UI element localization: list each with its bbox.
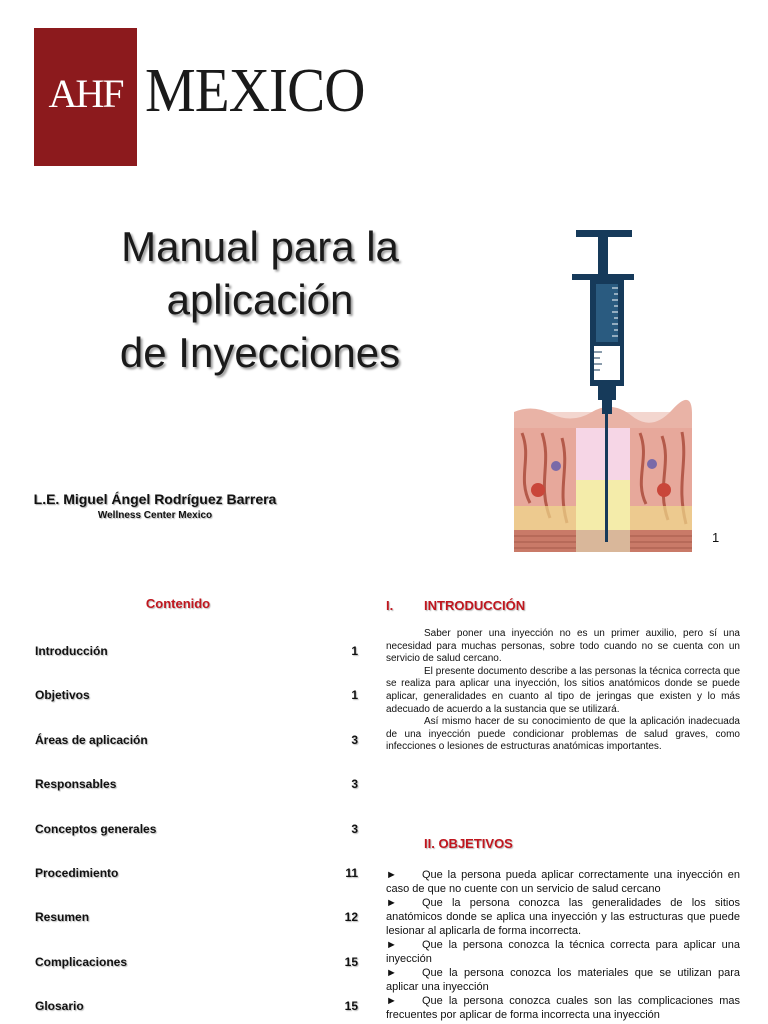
title-line: aplicación bbox=[166, 276, 354, 323]
list-item: ► Que la persona conozca cuales son las complicaciones mas frecuentes por aplicar de forma incorrecta una inyección bbox=[386, 995, 740, 1021]
list-item: ► Que la persona conozca los materiales que se utilizan para aplicar una inyección bbox=[386, 967, 740, 993]
introduction-body bbox=[386, 628, 740, 754]
toc-item-page: 3 bbox=[351, 822, 358, 836]
ahf-logo-mark bbox=[34, 28, 137, 166]
toc-item-label: Introducción bbox=[35, 644, 108, 658]
bullet-arrow-icon: ► bbox=[386, 869, 397, 881]
toc-item-glosario[interactable] bbox=[35, 999, 358, 1017]
section-title-objetivos: II. OBJETIVOS bbox=[424, 836, 513, 851]
toc-item-label: Glosario bbox=[35, 999, 84, 1013]
toc-item-label: Resumen bbox=[35, 910, 90, 924]
toc-heading: Contenido bbox=[145, 596, 211, 611]
logo-wordmark: MEXICO bbox=[145, 57, 365, 125]
toc-item-label: Conceptos generales bbox=[35, 822, 157, 836]
toc-item-objetivos[interactable] bbox=[35, 688, 358, 706]
toc-item-page: 12 bbox=[344, 910, 358, 924]
toc-item-label: Complicaciones bbox=[35, 955, 128, 969]
toc-item-procedimiento[interactable] bbox=[35, 866, 358, 884]
toc-item-page: 1 bbox=[351, 644, 358, 658]
toc-item-areas[interactable] bbox=[35, 733, 358, 751]
toc-item-label: Áreas de aplicación bbox=[35, 733, 148, 747]
bullet-arrow-icon: ► bbox=[386, 939, 397, 951]
toc-item-complicaciones[interactable] bbox=[35, 955, 358, 973]
toc-item-page: 15 bbox=[344, 955, 358, 969]
figure-number: 1 bbox=[712, 530, 720, 545]
bullet-arrow-icon: ► bbox=[386, 897, 397, 909]
list-item: ► Que la persona conozca las generalidades de los sitios anatómicos donde se aplica una inyección y las estructuras que puede lesionar al aplicarla de forma incorrecta. bbox=[386, 897, 740, 937]
author-affiliation: Wellness Center Mexico bbox=[97, 510, 213, 521]
toc-item-introduccion[interactable] bbox=[35, 644, 358, 662]
toc-item-page: 11 bbox=[345, 866, 358, 880]
toc-item-label: Objetivos bbox=[35, 688, 90, 702]
document-title bbox=[60, 220, 460, 379]
toc-item-page: 15 bbox=[344, 999, 358, 1013]
paragraph: Saber poner una inyección no es un primer auxilio, pero sí una necesidad para muchas personas, sobre todo cuando no se cuenta con un servicio de salud cercano. bbox=[386, 628, 740, 665]
syringe-injection-skin-illustration bbox=[512, 228, 694, 554]
toc-item-conceptos[interactable] bbox=[35, 822, 358, 840]
toc-item-page: 3 bbox=[351, 733, 358, 747]
toc-item-page: 3 bbox=[351, 777, 358, 791]
list-item: ► Que la persona conozca la técnica correcta para aplicar una inyección bbox=[386, 939, 740, 965]
toc-item-responsables[interactable] bbox=[35, 777, 358, 795]
bullet-arrow-icon: ► bbox=[386, 995, 397, 1007]
logo-box-text: AHF bbox=[48, 71, 123, 116]
toc-item-label: Responsables bbox=[35, 777, 117, 791]
section-title-introduccion: INTRODUCCIÓN bbox=[424, 598, 526, 613]
title-line: de Inyecciones bbox=[119, 329, 401, 376]
paragraph: Así mismo hacer de su conocimiento de que la aplicación inadecuada de una inyección puede condicionar problemas de salud graves, como infecciones o lesiones de estructuras anatómicas importantes. bbox=[386, 716, 740, 753]
toc-item-label: Procedimiento bbox=[35, 866, 119, 880]
section-number: I. bbox=[386, 598, 394, 613]
bullet-arrow-icon: ► bbox=[386, 967, 397, 979]
paragraph: El presente documento describe a las personas la técnica correcta que se realiza para aplicar una inyección, los sitios anatómicos donde se puede aplicar, generalidades en cuanto al tipo de jeringas que existen y lo más adecuado de acuerdo a la sustancia que se utilizará. bbox=[386, 665, 740, 715]
toc-item-page: 1 bbox=[351, 688, 358, 702]
title-line: Manual para la bbox=[121, 223, 399, 270]
objectives-list bbox=[386, 868, 740, 1022]
list-item: ► Que la persona pueda aplicar correctamente una inyección en caso de que no cuente con un servicio de salud cercano bbox=[386, 869, 740, 895]
author-name: L.E. Miguel Ángel Rodríguez Barrera bbox=[33, 491, 277, 507]
toc-item-resumen[interactable] bbox=[35, 910, 358, 928]
